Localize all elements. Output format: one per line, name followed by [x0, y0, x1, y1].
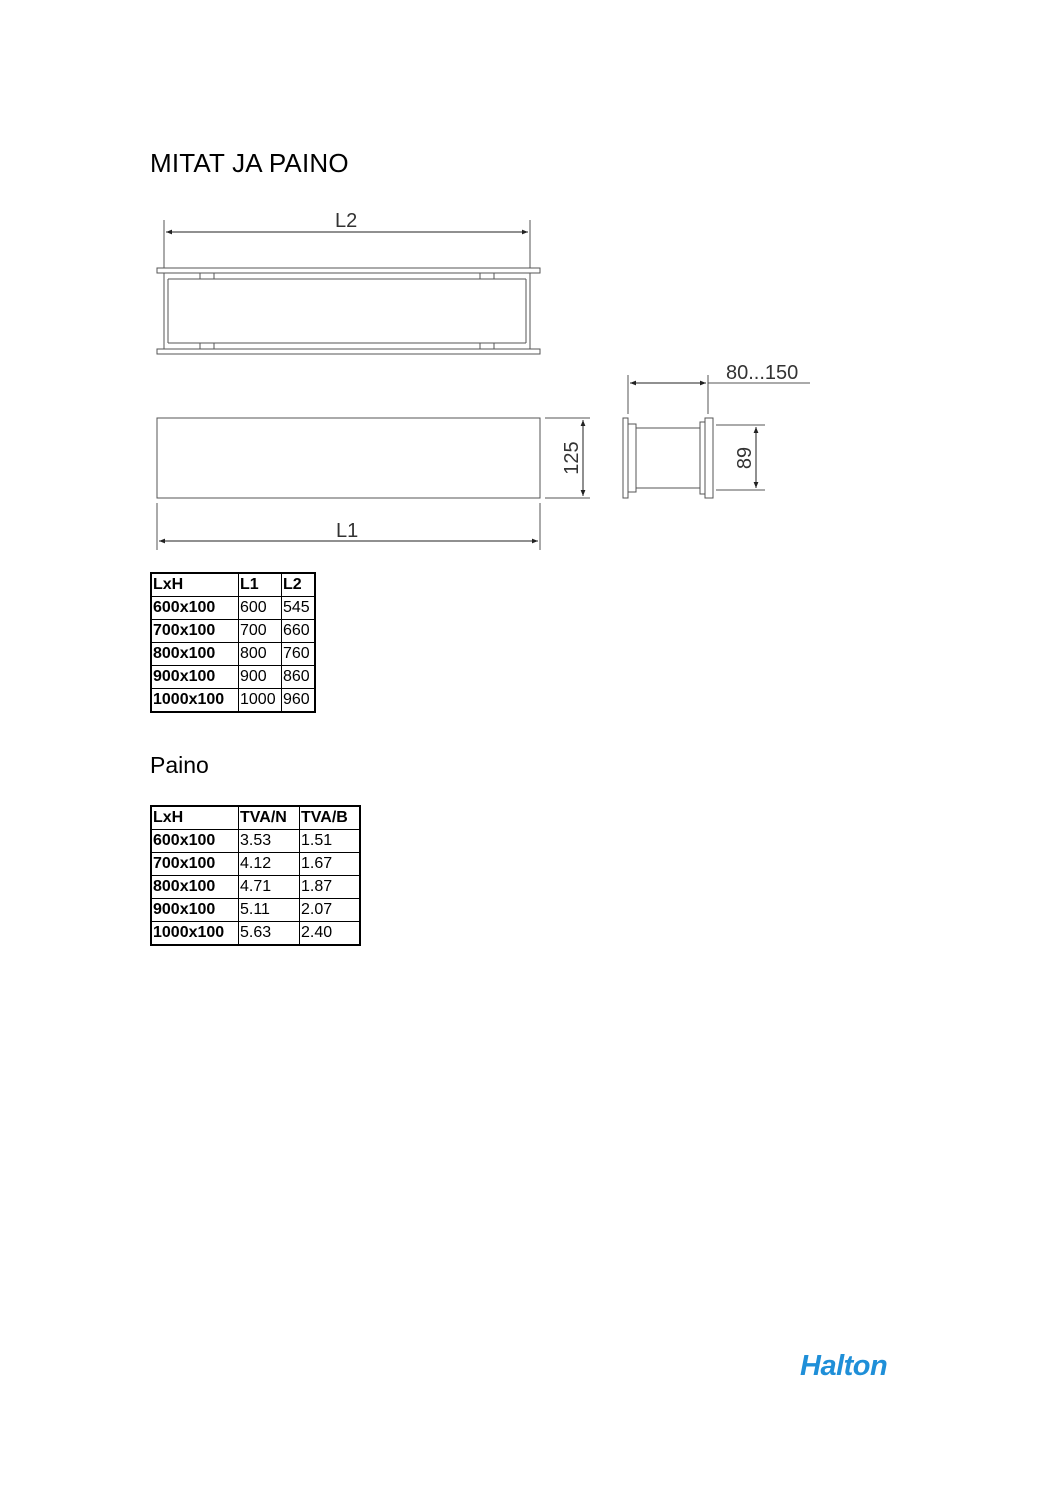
l2-cell: 760 — [282, 643, 316, 666]
top-flange-upper — [157, 268, 540, 273]
top-view — [157, 220, 540, 354]
tva-n-cell: 4.71 — [239, 876, 300, 899]
l1-cell: 700 — [239, 620, 282, 643]
size-cell: 800x100 — [151, 876, 239, 899]
l2-cell: 860 — [282, 666, 316, 689]
l2-cell: 545 — [282, 597, 316, 620]
table-row — [151, 597, 315, 620]
table-row — [151, 876, 360, 899]
side-flange-right-inner — [700, 422, 705, 494]
tva-n-cell: 5.11 — [239, 899, 300, 922]
header-cell: LxH — [151, 573, 239, 597]
header-cell: LxH — [151, 806, 239, 830]
tva-b-cell: 1.87 — [300, 876, 361, 899]
table-header-row — [151, 573, 315, 597]
label-89: 89 — [734, 446, 756, 470]
tva-n-cell: 3.53 — [239, 830, 300, 853]
size-cell: 700x100 — [151, 620, 239, 643]
label-l2: L2 — [335, 210, 358, 232]
size-cell: 600x100 — [151, 597, 239, 620]
tva-b-cell: 1.51 — [300, 830, 361, 853]
size-cell: 1000x100 — [151, 922, 239, 946]
size-cell: 800x100 — [151, 643, 239, 666]
l1-cell: 900 — [239, 666, 282, 689]
page-title: MITAT JA PAINO — [150, 148, 349, 178]
side-body — [636, 428, 700, 488]
bracket-3 — [200, 343, 214, 349]
size-cell: 600x100 — [151, 830, 239, 853]
side-flange-left-inner — [628, 424, 636, 492]
top-flange-lower — [157, 349, 540, 354]
header-cell: L1 — [239, 573, 282, 597]
side-view — [623, 375, 810, 498]
weight-table — [150, 805, 361, 946]
bracket-1 — [200, 273, 214, 279]
label-80-150: 80...150 — [726, 362, 799, 384]
label-125: 125 — [561, 441, 583, 475]
front-view — [157, 418, 590, 550]
tva-b-cell: 2.07 — [300, 899, 361, 922]
header-cell: TVA/B — [300, 806, 361, 830]
weight-section-title: Paino — [150, 752, 209, 778]
l1-cell: 800 — [239, 643, 282, 666]
bracket-4 — [480, 343, 494, 349]
table-row — [151, 853, 360, 876]
table-row — [151, 922, 360, 946]
size-cell: 900x100 — [151, 899, 239, 922]
size-cell: 1000x100 — [151, 689, 239, 713]
size-cell: 900x100 — [151, 666, 239, 689]
tva-n-cell: 5.63 — [239, 922, 300, 946]
table-row — [151, 620, 315, 643]
side-flange-right — [705, 418, 713, 498]
table-row — [151, 666, 315, 689]
dimensions-table — [150, 572, 316, 713]
tva-b-cell: 2.40 — [300, 922, 361, 946]
table-row — [151, 899, 360, 922]
header-cell: L2 — [282, 573, 316, 597]
tva-n-cell: 4.12 — [239, 853, 300, 876]
front-body — [157, 418, 540, 498]
header-cell: TVA/N — [239, 806, 300, 830]
l1-cell: 1000 — [239, 689, 282, 713]
size-cell: 700x100 — [151, 853, 239, 876]
table-header-row — [151, 806, 360, 830]
l1-cell: 600 — [239, 597, 282, 620]
label-l1: L1 — [336, 520, 359, 542]
technical-drawing — [0, 0, 1061, 600]
side-flange-left — [623, 418, 628, 498]
l2-cell: 660 — [282, 620, 316, 643]
table-row — [151, 689, 315, 713]
tva-b-cell: 1.67 — [300, 853, 361, 876]
bracket-2 — [480, 273, 494, 279]
halton-logo: Halton — [800, 1350, 888, 1382]
l2-cell: 960 — [282, 689, 316, 713]
table-row — [151, 643, 315, 666]
table-row — [151, 830, 360, 853]
